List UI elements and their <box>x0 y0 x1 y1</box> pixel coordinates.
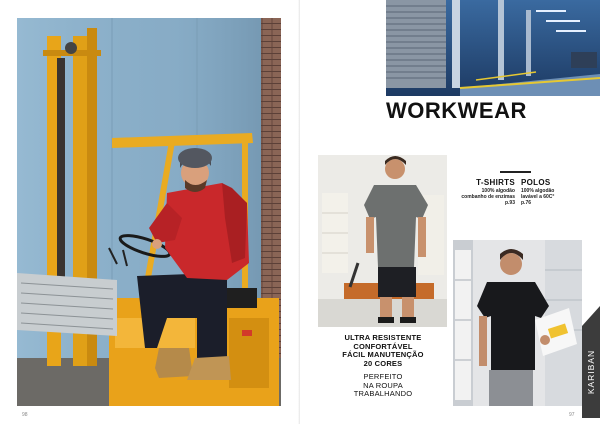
product-claims <box>328 334 438 399</box>
category-polos <box>521 178 581 206</box>
claim-line: PERFEITO <box>363 372 403 381</box>
category-page-ref: p.76 <box>521 200 532 206</box>
category-title: POLOS <box>521 178 551 187</box>
claim-line: ULTRA RESISTENTE <box>344 333 422 342</box>
page-number-right: 97 <box>569 412 575 418</box>
claim-line: 20 CORES <box>363 358 403 368</box>
claim-line: CONFORTÁVEL <box>353 341 413 351</box>
category-tshirts <box>452 178 515 206</box>
brand-name: KARIBAN <box>586 349 596 395</box>
brand-tab <box>582 326 600 418</box>
man-in-gray-polo-photo <box>318 155 447 327</box>
claim-line: NA ROUPA <box>363 380 403 390</box>
forklift-driver-photo <box>17 18 281 406</box>
category-divider <box>500 171 531 173</box>
claim-line: TRABALHANDO <box>353 389 413 398</box>
page-number-left: 98 <box>22 412 28 418</box>
category-detail: lavável a 60C° <box>521 194 555 200</box>
category-title: T-SHIRTS <box>476 178 515 187</box>
category-detail: 100% algodão <box>521 188 555 194</box>
man-in-black-tshirt-photo <box>453 240 582 406</box>
category-page-ref: p.93 <box>504 200 515 206</box>
category-detail: 100% algodão <box>481 188 515 194</box>
section-title: WORKWEAR <box>386 98 527 123</box>
category-detail: combanho de enzimas <box>461 194 515 200</box>
warehouse-interior-photo <box>386 0 600 96</box>
claim-line: FÁCIL MANUTENÇÃO <box>342 350 424 359</box>
